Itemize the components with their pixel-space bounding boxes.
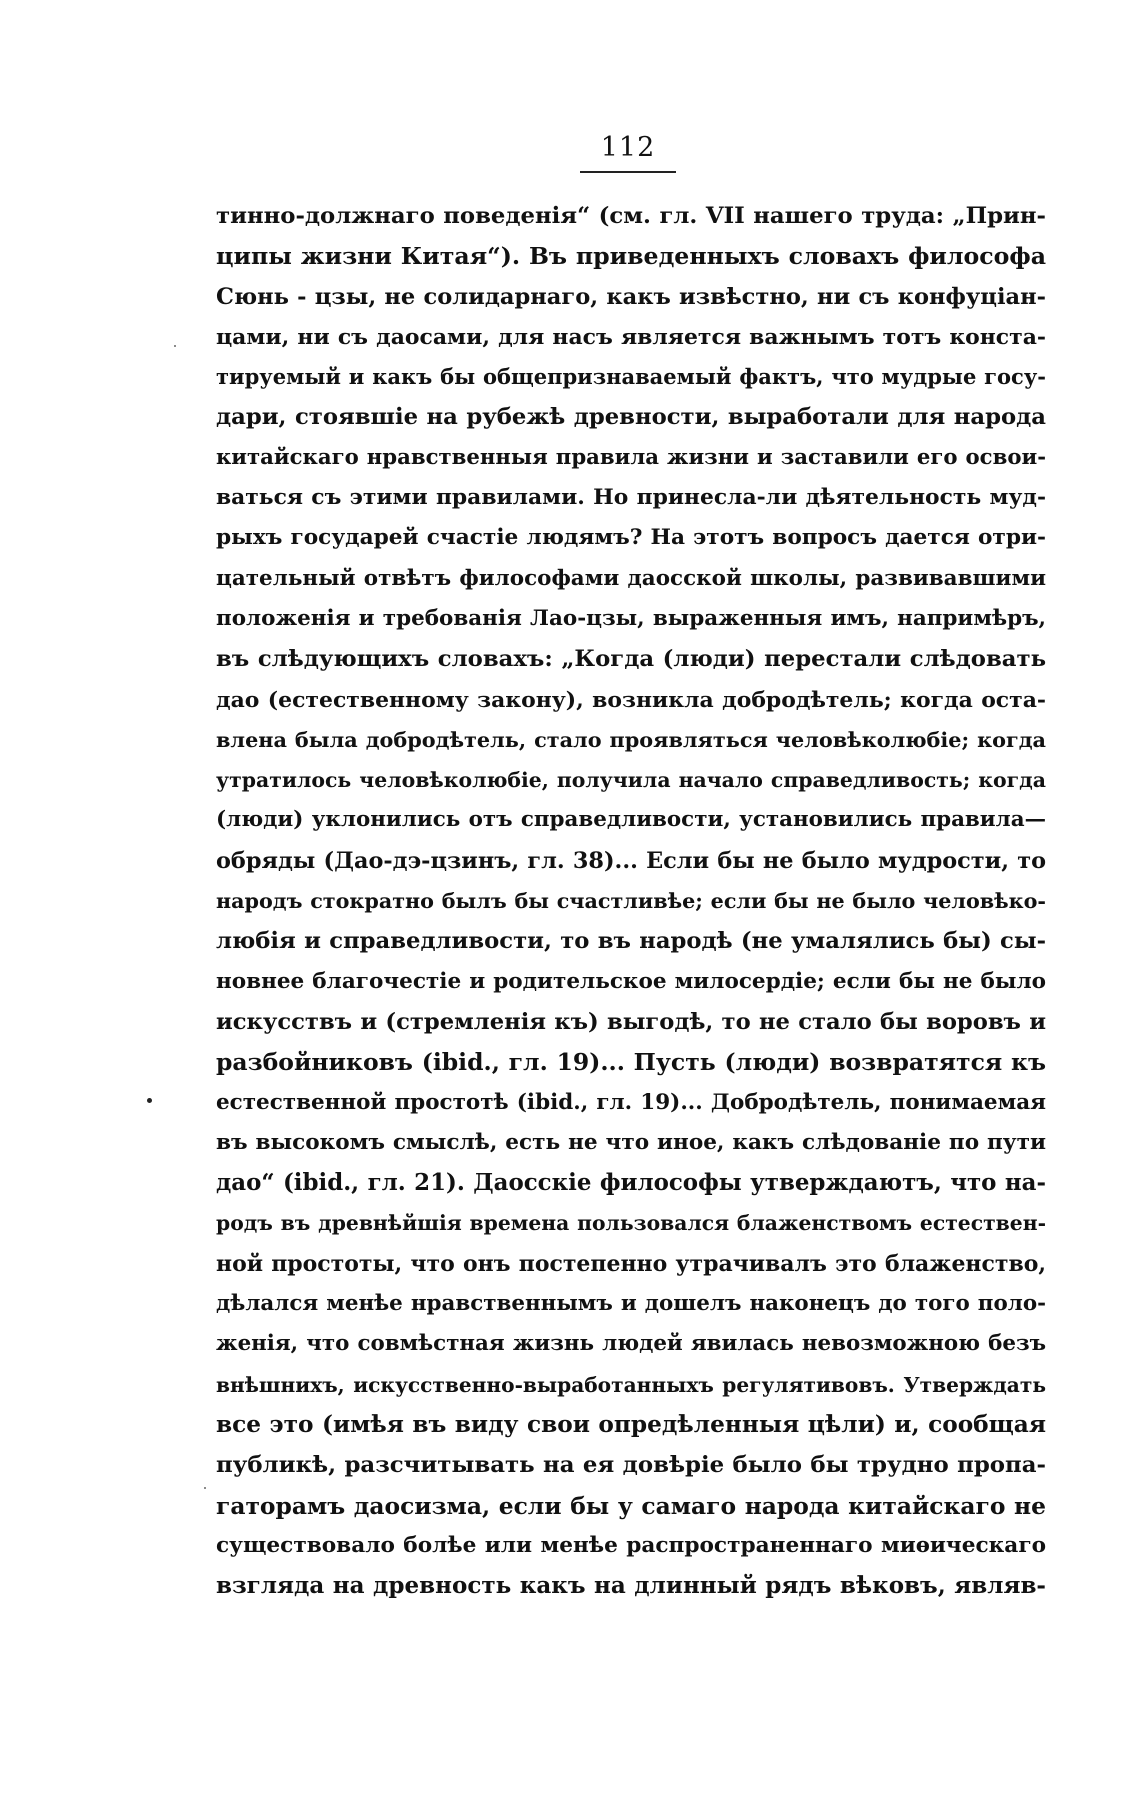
text-line: цательный отвѣтъ философами даосской школы, развивавшими bbox=[216, 565, 1046, 591]
text-line: искусствъ и (стремленія къ) выгодѣ, то не стало бы воровъ и bbox=[216, 1008, 1046, 1035]
text-line: китайскаго нравственныя правила жизни и заставили его освои- bbox=[216, 444, 1046, 470]
text-line: народъ стократно былъ бы счастливѣе; если бы не было человѣко- bbox=[216, 889, 1046, 914]
text-line: гаторамъ даосизма, если бы у самаго народа китайскаго не bbox=[216, 1491, 1046, 1520]
text-line: ной простоты, что онъ постепенно утрачивалъ это блаженство, bbox=[216, 1250, 1046, 1277]
text-line: дао“ (ibid., гл. 21). Даосскіе философы утверждаютъ, что на- bbox=[216, 1169, 1046, 1197]
text-line: рыхъ государей счастіе людямъ? На этотъ вопросъ дается отри- bbox=[216, 525, 1046, 551]
text-line: женія, что совмѣстная жизнь людей явилась невозможною безъ bbox=[216, 1331, 1046, 1357]
text-line: разбойниковъ (ibid., гл. 19)... Пусть (люди) возвратятся къ bbox=[216, 1048, 1046, 1077]
text-line: тинно-должнаго поведенія“ (см. гл. VII нашего труда: „Прин- bbox=[216, 203, 1046, 229]
page-number-rule bbox=[580, 171, 676, 173]
text-line: обряды (Дао-дэ-цзинъ, гл. 38)... Если бы не было мудрости, то bbox=[216, 847, 1046, 874]
text-line: дао (естественному закону), возникла добродѣтель; когда оста- bbox=[216, 686, 1046, 713]
body-text bbox=[216, 196, 1046, 1606]
text-line: дѣлался менѣе нравственнымъ и дошелъ наконецъ до того поло- bbox=[216, 1291, 1046, 1317]
margin-mark bbox=[204, 1487, 206, 1489]
text-line: въ высокомъ смыслѣ, есть не что иное, какъ слѣдованіе по пути bbox=[216, 1129, 1046, 1155]
text-line: внѣшнихъ, искусственно-выработанныхъ регулятивовъ. Утверждать bbox=[216, 1372, 1046, 1397]
text-line: (люди) уклонились отъ справедливости, установились правила— bbox=[216, 807, 1046, 833]
text-line: родъ въ древнѣйшія времена пользовался блаженствомъ естествен- bbox=[216, 1211, 1046, 1236]
text-line: ципы жизни Китая“). Въ приведенныхъ словахъ философа bbox=[216, 242, 1046, 271]
text-line: утратилось человѣколюбіе, получила начало справедливость; когда bbox=[216, 768, 1046, 793]
margin-mark bbox=[147, 1098, 152, 1103]
page-number: 112 bbox=[600, 132, 656, 163]
text-line: тируемый и какъ бы общепризнаваемый фактъ, что мудрые госу- bbox=[216, 364, 1046, 390]
text-line: дари, стоявшіе на рубежѣ древности, выработали для народа bbox=[216, 404, 1046, 431]
text-line: влена была добродѣтель, стало проявляться человѣколюбіе; когда bbox=[216, 726, 1046, 752]
text-line: новнее благочестіе и родительское милосердіе; если бы не было bbox=[216, 968, 1046, 994]
text-line: взгляда на древность какъ на длинный рядъ вѣковъ, являв- bbox=[216, 1572, 1046, 1600]
text-line: въ слѣдующихъ словахъ: „Когда (люди) перестали слѣдовать bbox=[216, 646, 1046, 673]
text-line: публикѣ, разсчитывать на ея довѣріе было бы трудно пропа- bbox=[216, 1452, 1046, 1479]
text-line: положенія и требованія Лао-цзы, выраженныя имъ, напримѣръ, bbox=[216, 605, 1046, 631]
text-line: существовало болѣе или менѣе распространеннаго миѳическаго bbox=[216, 1532, 1046, 1558]
text-line: естественной простотѣ (ibid., гл. 19)... Добродѣтель, понимаемая bbox=[216, 1089, 1046, 1115]
margin-mark bbox=[174, 345, 176, 347]
text-line: все это (имѣя въ виду свои опредѣленныя цѣли) и, сообщая bbox=[216, 1410, 1046, 1438]
text-line: Сюнь - цзы, не солидарнаго, какъ извѣстно, ни съ конфуціан- bbox=[216, 283, 1046, 310]
text-line: цами, ни съ даосами, для насъ является важнымъ тотъ конста- bbox=[216, 323, 1046, 350]
text-line: любія и справедливости, то въ народѣ (не умалялись бы) сы- bbox=[216, 928, 1046, 955]
text-line: ваться съ этими правилами. Но принесла-ли дѣятельность муд- bbox=[216, 485, 1046, 511]
